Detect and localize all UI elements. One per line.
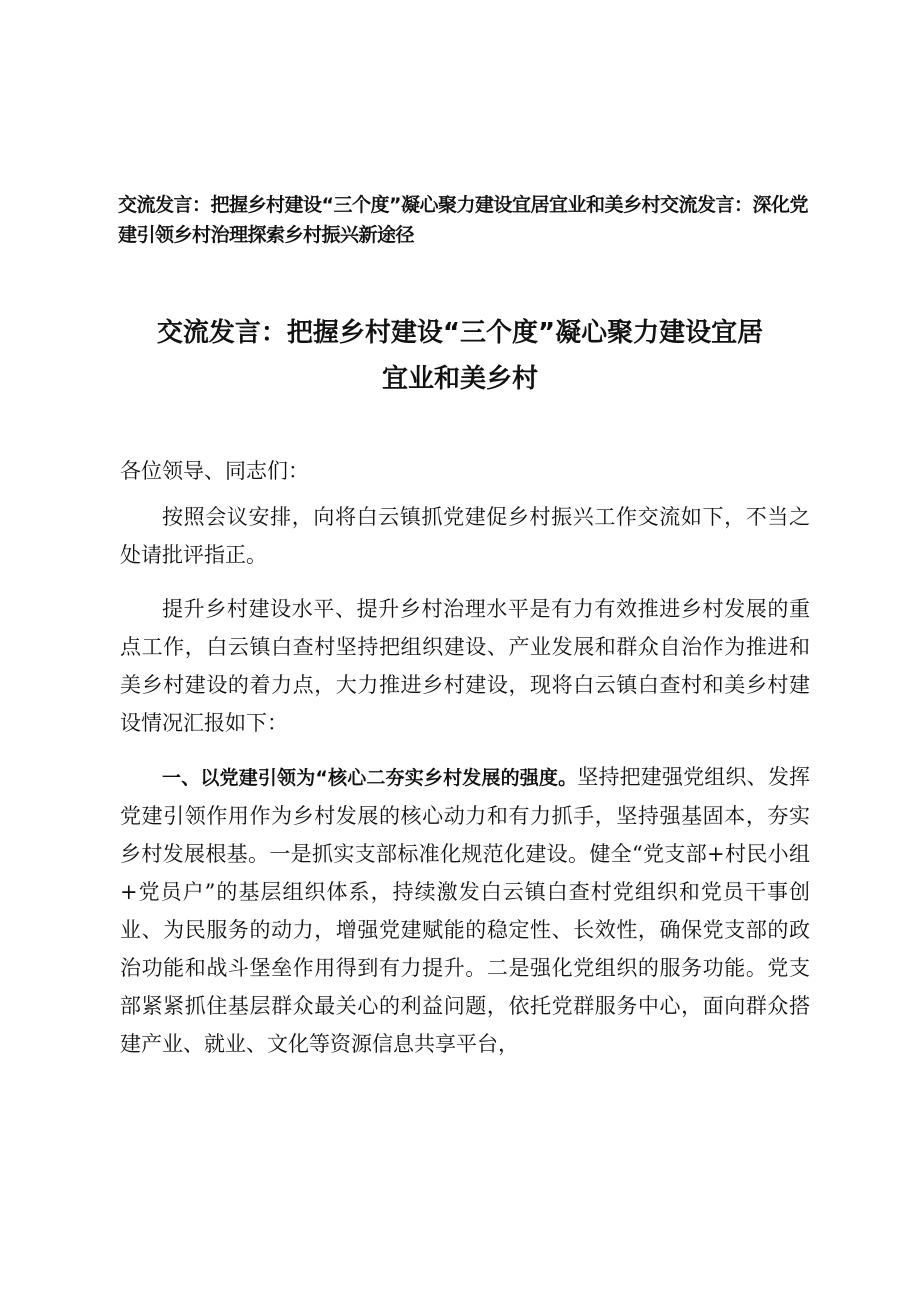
paragraph-intro: 按照会议安排，向将白云镇抓党建促乡村振兴工作交流如下，不当之处请批评指正。: [120, 505, 810, 567]
section-one-heading: 一、以党建引领为“核心二夯实乡村发展的强度。: [162, 767, 578, 789]
title-line-2: 宜业和美乡村: [381, 364, 538, 394]
paragraph-overview: 提升乡村建设水平、提升乡村治理水平是有力有效推进乡村发展的重点工作，白云镇白查村坚持把组织建设、产业发展和群众自治作为推进和美乡村建设的着力点，大力推进乡村建设，现将白云镇白查村和美乡村建设情况汇报如下：: [120, 597, 810, 735]
salutation: 各位领导、同志们：: [120, 459, 309, 483]
paragraph-section-one: [120, 758, 810, 1063]
section-one-text: 坚持把建强党组织、发挥党建引领作用作为乡村发展的核心动力和有力抓手，坚持强基固本，夯实乡村发展根基。一是抓实支部标准化规范化建设。健全“党支部+村民小组+党员户”的基层组织体系，持续激发白云镇白查村党组织和党员干事创业、为民服务的动力，增强党建赋能的稳定性、长效性，确保党支部的政治功能和战斗堡垒作用得到有力提升。二是强化党组织的服务功能。党支部紧紧抓住基层群众最关心的利益问题，依托党群服务中心，面向群众搭建产业、就业、文化等资源信息共享平台，: [120, 765, 810, 1056]
document-title: [100, 310, 820, 402]
title-line-1: 交流发言：把握乡村建设“三个度”凝心聚力建设宜居: [156, 318, 764, 348]
document-header: 交流发言：把握乡村建设“三个度”凝心聚力建设宜居宜业和美乡村交流发言：深化党建引领乡村治理探索乡村振兴新途径: [118, 194, 808, 246]
